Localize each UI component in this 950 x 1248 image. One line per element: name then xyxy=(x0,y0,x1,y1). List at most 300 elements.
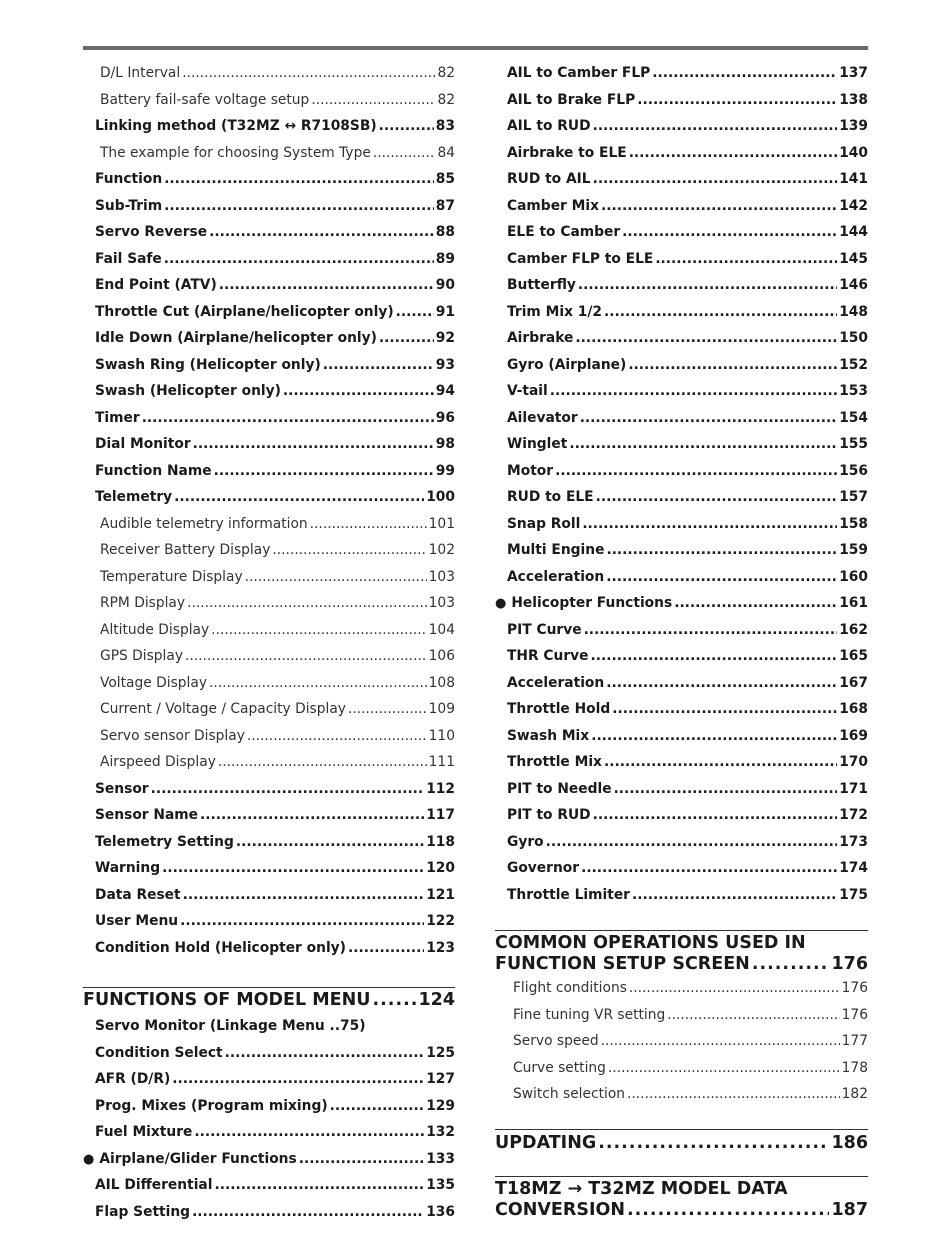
toc-entry[interactable] xyxy=(495,975,868,1002)
leader-dots xyxy=(608,1055,840,1082)
toc-entry-label: Camber FLP to ELE xyxy=(507,250,654,267)
toc-entry-page: 117 xyxy=(426,807,455,823)
toc-entry-label: Function Name xyxy=(95,462,212,479)
leader-dots xyxy=(628,352,837,379)
toc-entry-page: 112 xyxy=(426,780,455,797)
leader-dots xyxy=(193,431,434,458)
toc-entry[interactable] xyxy=(495,193,868,220)
toc-entry-label: Acceleration xyxy=(507,568,605,585)
toc-entry[interactable] xyxy=(495,272,868,299)
toc-entry-page: 98 xyxy=(435,436,455,452)
toc-entry-page: 178 xyxy=(841,1059,868,1076)
toc-entry-page: 123 xyxy=(426,939,455,956)
toc-entry-page: 176 xyxy=(841,1006,868,1023)
section-heading[interactable] xyxy=(83,990,455,1011)
toc-entry[interactable] xyxy=(495,1028,868,1055)
toc-entry-label: PIT Curve xyxy=(507,621,582,638)
toc-entry-label: The example for choosing System Type xyxy=(100,144,371,161)
leader-dots xyxy=(601,193,837,220)
toc-entry-label: Airbrake xyxy=(507,330,574,346)
toc-entry[interactable] xyxy=(495,723,868,750)
toc-entry-label: Trim Mix 1/2 xyxy=(507,303,603,320)
leader-dots xyxy=(606,670,837,697)
toc-entry[interactable] xyxy=(83,458,455,485)
toc-entry-page: 99 xyxy=(435,462,455,479)
toc-entry-page: 102 xyxy=(428,542,455,558)
toc-entry[interactable] xyxy=(83,325,455,352)
section-heading[interactable] xyxy=(495,1133,868,1154)
toc-entry[interactable] xyxy=(83,776,455,803)
section-conversion xyxy=(495,1176,868,1221)
toc-left-list xyxy=(83,60,455,961)
toc-entry[interactable] xyxy=(83,431,455,458)
leader-dots xyxy=(612,696,837,723)
toc-entry[interactable] xyxy=(83,643,455,670)
toc-entry-label: Condition Select xyxy=(95,1044,223,1061)
toc-entry-label: Fail Safe xyxy=(95,250,162,267)
toc-entry[interactable] xyxy=(495,1002,868,1029)
toc-entry[interactable] xyxy=(495,511,868,538)
toc-entry-page: 83 xyxy=(435,118,455,134)
leader-dots xyxy=(546,829,838,856)
toc-entry[interactable] xyxy=(83,696,455,723)
toc-entry-label: RUD to AIL xyxy=(507,171,591,187)
leader-dots xyxy=(142,405,434,432)
toc-entry-label: Battery fail-safe voltage setup xyxy=(100,91,310,108)
toc-entry-label: Voltage Display xyxy=(100,674,207,691)
toc-entry-label: Timer xyxy=(95,409,140,426)
toc-entry-label: Fine tuning VR setting xyxy=(513,1006,666,1023)
toc-entry-page: 104 xyxy=(428,621,455,638)
toc-entry[interactable] xyxy=(83,193,455,220)
toc-entry[interactable] xyxy=(495,219,868,246)
leader-dots xyxy=(578,272,837,299)
toc-entry-page: 154 xyxy=(839,409,868,426)
toc-entry[interactable] xyxy=(495,87,868,114)
toc-entry-page: 150 xyxy=(839,330,868,346)
toc-entry[interactable] xyxy=(83,590,455,617)
toc-entry-label: Curve setting xyxy=(513,1059,606,1076)
toc-entry-page: 94 xyxy=(435,383,455,399)
leader-dots xyxy=(582,511,837,538)
toc-entry[interactable] xyxy=(495,776,868,803)
toc-entry-label: Telemetry xyxy=(95,489,173,505)
toc-entry[interactable] xyxy=(495,1081,868,1108)
toc-entry-page: 135 xyxy=(426,1177,455,1193)
toc-entry-page: 96 xyxy=(435,409,455,426)
toc-entry-page: 145 xyxy=(839,250,868,267)
toc-left-column xyxy=(83,60,455,1225)
toc-entry-page: 168 xyxy=(839,701,868,717)
leader-dots xyxy=(555,458,837,485)
toc-entry[interactable] xyxy=(83,1066,455,1093)
toc-right-column xyxy=(495,60,868,1221)
leader-dots xyxy=(591,723,837,750)
leader-dots xyxy=(211,617,427,644)
leader-dots xyxy=(209,219,434,246)
toc-entry-label: RPM Display xyxy=(100,595,186,611)
leader-dots xyxy=(164,166,434,193)
toc-entry[interactable] xyxy=(495,166,868,193)
toc-entry-page: 182 xyxy=(841,1086,868,1102)
leader-dots xyxy=(622,219,837,246)
toc-entry-page: 169 xyxy=(839,727,868,744)
toc-entry-page: 120 xyxy=(426,860,455,876)
toc-entry-page: 136 xyxy=(426,1203,455,1220)
toc-entry-label: Fuel Mixture xyxy=(95,1124,193,1140)
toc-entry-page: 165 xyxy=(839,648,868,664)
toc-entry-page: 138 xyxy=(839,91,868,108)
toc-entry-page: 87 xyxy=(435,197,455,214)
toc-entry[interactable] xyxy=(83,723,455,750)
leader-dots xyxy=(218,749,427,776)
toc-entry-label: Linking method (T32MZ ↔ R7108SB) xyxy=(95,118,377,134)
toc-entry-label: Gyro (Airplane) xyxy=(507,356,627,373)
toc-entry[interactable] xyxy=(83,1146,455,1173)
toc-entry[interactable] xyxy=(83,829,455,856)
toc-entry[interactable] xyxy=(83,617,455,644)
toc-entry-label: Dial Monitor xyxy=(95,436,191,452)
toc-entry[interactable] xyxy=(495,246,868,273)
leader-dots xyxy=(652,60,837,87)
section-title-line2: CONVERSION xyxy=(495,1199,625,1220)
leader-dots xyxy=(614,776,838,803)
leader-dots xyxy=(379,325,434,352)
toc-entry-label: RUD to ELE xyxy=(507,489,594,505)
toc-entry-label: Gyro xyxy=(507,833,544,850)
toc-entry-label: Function xyxy=(95,171,163,187)
section-page: 186 xyxy=(831,1132,868,1153)
toc-entry[interactable] xyxy=(83,1199,455,1226)
leader-dots xyxy=(606,537,837,564)
toc-entry-page: 161 xyxy=(839,595,868,611)
toc-entry-page: 171 xyxy=(839,780,868,797)
section-common-operations xyxy=(495,930,868,1108)
toc-entry[interactable] xyxy=(83,511,455,538)
toc-entry-label: Prog. Mixes (Program mixing) xyxy=(95,1097,328,1114)
section-title-line1: T18MZ → T32MZ MODEL DATA xyxy=(495,1178,788,1199)
toc-entry-page: 93 xyxy=(435,356,455,373)
section-title-line2: FUNCTION SETUP SCREEN xyxy=(495,954,750,974)
toc-entry[interactable] xyxy=(83,882,455,909)
leader-dots xyxy=(192,1199,424,1226)
section-title: FUNCTIONS OF MODEL MENU xyxy=(83,990,371,1010)
toc-entry-page: 140 xyxy=(839,144,868,161)
toc-entry-page: 125 xyxy=(426,1044,455,1061)
toc-entry-label: Current / Voltage / Capacity Display xyxy=(100,701,346,717)
toc-entry[interactable] xyxy=(495,325,868,352)
toc-entry[interactable] xyxy=(495,564,868,591)
toc-entry[interactable] xyxy=(83,405,455,432)
toc-entry-label: Data Reset xyxy=(95,886,181,903)
leader-dots xyxy=(632,882,837,909)
toc-entry-page: 121 xyxy=(426,886,455,903)
toc-entry-page: 172 xyxy=(839,807,868,823)
toc-right-list xyxy=(495,60,868,908)
top-rule xyxy=(83,46,868,50)
toc-entry[interactable] xyxy=(83,670,455,697)
toc-entry-label: Receiver Battery Display xyxy=(100,542,271,558)
toc-entry-label: Servo Monitor (Linkage Menu ..75) xyxy=(95,1018,366,1034)
toc-entry[interactable] xyxy=(83,246,455,273)
toc-entry[interactable] xyxy=(83,113,455,140)
toc-entry[interactable] xyxy=(83,1172,455,1199)
bullet-icon: ● xyxy=(83,1151,95,1167)
toc-entry-label: Airplane/Glider Functions xyxy=(99,1150,297,1167)
leader-dots xyxy=(330,1093,425,1120)
toc-entry-page: 103 xyxy=(428,595,455,611)
section-title-line1: COMMON OPERATIONS USED IN xyxy=(495,933,806,953)
toc-entry-label: Condition Hold (Helicopter only) xyxy=(95,939,346,956)
toc-entry[interactable] xyxy=(83,935,455,962)
leader-dots xyxy=(655,246,837,273)
toc-entry-page: 103 xyxy=(428,568,455,585)
toc-entry[interactable] xyxy=(83,219,455,246)
toc-entry-page: 109 xyxy=(428,701,455,717)
toc-entry-label: ELE to Camber xyxy=(507,224,621,240)
toc-entry[interactable] xyxy=(83,1013,455,1040)
leader-dots xyxy=(637,87,837,114)
leader-dots xyxy=(214,1172,424,1199)
toc-entry[interactable] xyxy=(495,140,868,167)
toc-entry[interactable] xyxy=(495,431,868,458)
section-model-entries xyxy=(83,1013,455,1225)
leader-dots xyxy=(194,1119,424,1146)
toc-entry[interactable] xyxy=(495,60,868,87)
toc-entry-label: Throttle Mix xyxy=(507,754,602,770)
toc-entry[interactable] xyxy=(495,352,868,379)
leader-dots xyxy=(629,975,840,1002)
section-common-entries xyxy=(495,975,868,1108)
leader-dots xyxy=(604,299,837,326)
leader-dots xyxy=(674,590,837,617)
leader-dots xyxy=(629,140,838,167)
leader-dots xyxy=(310,511,427,538)
toc-entry-label: Throttle Limiter xyxy=(507,886,630,903)
section-page: 124 xyxy=(418,990,455,1010)
leader-dots xyxy=(182,60,435,87)
toc-entry[interactable] xyxy=(495,696,868,723)
leader-dots xyxy=(596,484,838,511)
toc-entry-label: Swash (Helicopter only) xyxy=(95,383,281,399)
toc-entry-label: PIT to RUD xyxy=(507,807,591,823)
toc-entry-label: End Point (ATV) xyxy=(95,277,217,293)
toc-entry-page: 176 xyxy=(841,980,868,996)
toc-entry[interactable] xyxy=(495,617,868,644)
toc-entry-page: 159 xyxy=(839,542,868,558)
leader-dots xyxy=(214,458,434,485)
toc-entry[interactable] xyxy=(495,458,868,485)
toc-entry-label: Flight conditions xyxy=(513,980,627,996)
leader-dots xyxy=(373,140,436,167)
section-updating xyxy=(495,1129,868,1154)
toc-entry[interactable] xyxy=(495,590,868,617)
toc-entry-label: AIL to Brake FLP xyxy=(507,91,636,108)
toc-entry-page: 111 xyxy=(428,754,455,770)
leader-dots xyxy=(283,378,434,405)
leader-dots xyxy=(348,696,427,723)
leader-dots xyxy=(219,272,434,299)
toc-entry[interactable] xyxy=(495,484,868,511)
toc-entry-label: AIL to RUD xyxy=(507,118,591,134)
toc-entry[interactable] xyxy=(495,405,868,432)
leader-dots xyxy=(151,776,425,803)
leader-dots xyxy=(593,113,838,140)
toc-entry-label: AFR (D/R) xyxy=(95,1071,171,1087)
toc-entry[interactable] xyxy=(495,749,868,776)
toc-entry-page: 129 xyxy=(426,1097,455,1114)
toc-entry[interactable] xyxy=(83,272,455,299)
leader-dots xyxy=(187,590,427,617)
toc-entry-label: PIT to Needle xyxy=(507,780,612,797)
toc-entry[interactable] xyxy=(495,643,868,670)
section-heading[interactable] xyxy=(495,1200,868,1221)
toc-entry[interactable] xyxy=(83,352,455,379)
leader-dots xyxy=(348,935,424,962)
toc-entry-label: Servo sensor Display xyxy=(100,727,245,744)
toc-entry[interactable] xyxy=(83,1040,455,1067)
toc-entry-label: D/L Interval xyxy=(100,65,181,81)
toc-entry[interactable] xyxy=(83,60,455,87)
toc-entry[interactable] xyxy=(83,140,455,167)
toc-entry-label: Winglet xyxy=(507,436,568,452)
leader-dots xyxy=(591,643,838,670)
leader-dots xyxy=(185,643,427,670)
toc-entry-label: Servo speed xyxy=(513,1033,599,1049)
toc-entry-label: Swash Ring (Helicopter only) xyxy=(95,356,321,373)
leader-dots xyxy=(593,166,838,193)
toc-entry-label: Sub-Trim xyxy=(95,197,163,214)
toc-entry-label: Audible telemetry information xyxy=(100,515,308,532)
toc-entry-label: V-tail xyxy=(507,383,548,399)
toc-entry[interactable] xyxy=(83,378,455,405)
leader-dots xyxy=(245,564,427,591)
toc-entry-label: Airspeed Display xyxy=(100,754,216,770)
toc-entry[interactable] xyxy=(83,299,455,326)
toc-entry-label: Altitude Display xyxy=(100,621,210,638)
toc-entry[interactable] xyxy=(495,882,868,909)
toc-entry-page: 170 xyxy=(839,754,868,770)
toc-entry[interactable] xyxy=(83,166,455,193)
toc-entry-label: AIL to Camber FLP xyxy=(507,65,651,81)
toc-entry[interactable] xyxy=(495,802,868,829)
toc-entry-page: 152 xyxy=(839,356,868,373)
toc-entry[interactable] xyxy=(495,299,868,326)
toc-entry-page: 141 xyxy=(839,171,868,187)
toc-entry-label: Sensor Name xyxy=(95,807,199,823)
leader-dots xyxy=(172,1066,424,1093)
leader-dots xyxy=(323,352,434,379)
toc-entry-label: Camber Mix xyxy=(507,197,600,214)
section-page: 187 xyxy=(831,1199,868,1220)
toc-entry[interactable] xyxy=(495,855,868,882)
toc-entry-page: 106 xyxy=(428,648,455,664)
toc-entry-page: 91 xyxy=(435,303,455,320)
section-title: UPDATING xyxy=(495,1132,597,1153)
leader-dots xyxy=(180,908,424,935)
toc-entry[interactable] xyxy=(495,113,868,140)
toc-entry-page: 139 xyxy=(839,118,868,134)
toc-entry-page: 148 xyxy=(839,303,868,320)
toc-entry[interactable] xyxy=(495,537,868,564)
toc-entry[interactable] xyxy=(83,908,455,935)
toc-entry-label: Warning xyxy=(95,860,161,876)
toc-entry-page: 110 xyxy=(428,727,455,744)
toc-entry-page: 84 xyxy=(437,144,455,161)
toc-entry-page: 88 xyxy=(435,224,455,240)
bullet-icon: ● xyxy=(495,596,507,611)
toc-entry-label: Ailevator xyxy=(507,409,578,426)
toc-entry-page: 82 xyxy=(437,91,455,108)
toc-entry-page: 146 xyxy=(839,277,868,293)
toc-entry-label: THR Curve xyxy=(507,648,589,664)
leader-dots xyxy=(379,113,434,140)
toc-entry-label: Switch selection xyxy=(513,1086,626,1102)
leader-dots xyxy=(604,749,837,776)
toc-entry[interactable] xyxy=(495,1055,868,1082)
toc-entry[interactable] xyxy=(83,87,455,114)
toc-entry[interactable] xyxy=(495,829,868,856)
leader-dots xyxy=(183,882,425,909)
toc-entry-label: Telemetry Setting xyxy=(95,833,234,850)
toc-entry-label: Flap Setting xyxy=(95,1203,191,1220)
toc-entry-page: 101 xyxy=(428,515,455,532)
leader-dots xyxy=(593,802,838,829)
toc-entry-page: 142 xyxy=(839,197,868,214)
toc-entry[interactable] xyxy=(83,802,455,829)
toc-entry[interactable] xyxy=(83,1093,455,1120)
leader-dots xyxy=(311,87,435,114)
leader-dots xyxy=(601,1028,840,1055)
toc-entry-page: 160 xyxy=(839,568,868,585)
leader-dots xyxy=(200,802,424,829)
toc-entry-label: Sensor xyxy=(95,780,149,797)
toc-entry[interactable] xyxy=(83,564,455,591)
leader-dots xyxy=(667,1002,839,1029)
toc-entry-page: 175 xyxy=(839,886,868,903)
toc-entry-page: 144 xyxy=(839,224,868,240)
toc-entry[interactable] xyxy=(83,1119,455,1146)
toc-entry[interactable] xyxy=(83,537,455,564)
toc-entry-label: Multi Engine xyxy=(507,542,605,558)
toc-entry-page: 133 xyxy=(426,1150,455,1167)
toc-entry-page: 108 xyxy=(428,674,455,691)
toc-entry-label: Governor xyxy=(507,860,580,876)
leader-dots xyxy=(225,1040,425,1067)
toc-entry[interactable] xyxy=(83,484,455,511)
toc-entry[interactable] xyxy=(495,670,868,697)
toc-entry-label: Butterfly xyxy=(507,277,576,293)
toc-entry-label: Acceleration xyxy=(507,674,605,691)
section-functions-of-model-menu xyxy=(83,987,455,1225)
toc-entry-page: 137 xyxy=(839,65,868,81)
leader-dots xyxy=(209,670,427,697)
toc-entry-page: 162 xyxy=(839,621,868,638)
toc-entry-label: Servo Reverse xyxy=(95,224,208,240)
leader-dots xyxy=(584,617,838,644)
leader-dots xyxy=(575,325,837,352)
toc-entry[interactable] xyxy=(83,749,455,776)
leader-dots xyxy=(299,1146,424,1173)
section-heading[interactable] xyxy=(495,954,868,975)
leader-dots xyxy=(550,378,837,405)
toc-entry-page: 92 xyxy=(435,330,455,346)
toc-entry-page: 118 xyxy=(426,833,455,850)
toc-entry[interactable] xyxy=(495,378,868,405)
leader-dots xyxy=(236,829,424,856)
toc-entry[interactable] xyxy=(83,855,455,882)
toc-entry-label: Snap Roll xyxy=(507,515,581,532)
